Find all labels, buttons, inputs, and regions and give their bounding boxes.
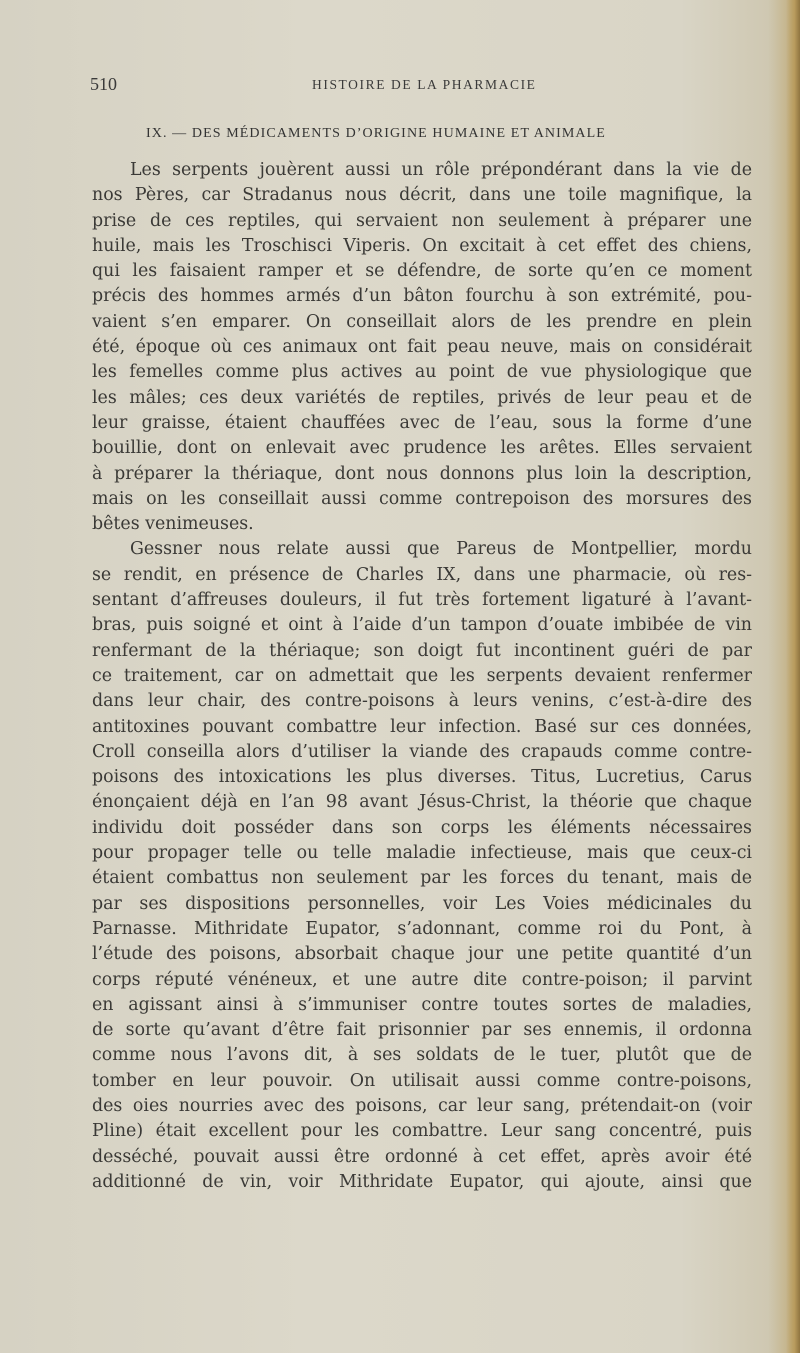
text-line: Croll conseilla alors d’utiliser la viande des crapauds comme contre- <box>92 741 752 762</box>
text-line: antitoxines pouvant combattre leur infection. Basé sur ces données, <box>92 716 752 737</box>
text-line: prise de ces reptiles, qui servaient non seulement à préparer une <box>92 210 752 231</box>
text-line: Gessner nous relate aussi que Pareus de Montpellier, mordu <box>130 539 752 560</box>
text-line: corps réputé vénéneux, et une autre dite contre-poison; il parvint <box>92 969 752 990</box>
text-line: desséché, pouvait aussi être ordonné à cet effet, après avoir été <box>92 1146 752 1167</box>
text-line: été, époque où ces animaux ont fait peau neuve, mais on considérait <box>92 337 752 358</box>
text-line: par ses dispositions personnelles, voir Les Voies médicinales du <box>92 893 752 914</box>
text-line: Parnasse. Mithridate Eupator, s’adonnant, comme roi du Pont, à <box>92 918 752 939</box>
text-line: énonçaient déjà en l’an 98 avant Jésus-Christ, la théorie que chaque <box>92 792 752 813</box>
text-line: Les serpents jouèrent aussi un rôle prépondérant dans la vie de <box>130 160 752 180</box>
text-line: se rendit, en présence de Charles IX, dans une pharmacie, où res- <box>92 564 752 585</box>
text-line: renfermant de la thériaque; son doigt fut incontinent guéri de par <box>92 640 752 661</box>
text-line: vaient s’en emparer. On conseillait alors de les prendre en plein <box>92 311 752 332</box>
text-line: étaient combattus non seulement par les forces du tenant, mais de <box>92 868 752 889</box>
text-line: additionné de vin, voir Mithridate Eupator, qui ajoute, ainsi que <box>92 1171 752 1192</box>
text-line: dans leur chair, des contre-poisons à leurs venins, c’est-à-dire des <box>92 691 752 712</box>
text-line: nos Pères, car Stradanus nous décrit, dans une toile magnifique, la <box>92 185 752 206</box>
text-line: l’étude des poisons, absorbait chaque jour une petite quantité d’un <box>92 944 752 965</box>
text-line: huile, mais les Troschisci Viperis. On excitait à cet effet des chiens, <box>92 235 752 256</box>
text-line: comme nous l’avons dit, à ses soldats de le tuer, plutôt que de <box>92 1045 752 1066</box>
text-line: les femelles comme plus actives au point de vue physiologique que <box>92 362 752 383</box>
page-edge-shadow <box>786 0 800 1353</box>
running-title: HISTOIRE DE LA PHARMACIE <box>312 77 537 92</box>
text-line: des oies nourries avec des poisons, car leur sang, prétendait-on (voir <box>92 1095 752 1116</box>
text-line: mais on les conseillait aussi comme contrepoison des morsures des <box>92 488 752 509</box>
text-line: précis des hommes armés d’un bâton fourchu à son extrémité, pou- <box>92 286 752 307</box>
text-line: à préparer la thériaque, dont nous donnons plus loin la description, <box>92 463 752 484</box>
page-number: 510 <box>90 74 117 94</box>
text-line: leur graisse, étaient chauffées avec de l’eau, sous la forme d’une <box>92 412 752 433</box>
text-line: qui les faisaient ramper et se défendre, de sorte qu’en ce moment <box>92 261 752 282</box>
text-line: individu doit posséder dans son corps les éléments nécessaires <box>92 817 752 838</box>
text-line: de sorte qu’avant d’être fait prisonnier par ses ennemis, il ordonna <box>92 1020 752 1041</box>
text-line: en agissant ainsi à s’immuniser contre toutes sortes de maladies, <box>92 994 752 1015</box>
text-line: ce traitement, car on admettait que les serpents devaient renfermer <box>92 665 752 686</box>
body-text <box>92 158 752 1195</box>
text-line: pour propager telle ou telle maladie infectieuse, mais que ceux-ci <box>92 843 752 864</box>
running-header <box>90 74 760 96</box>
text-line: les mâles; ces deux variétés de reptiles, privés de leur peau et de <box>92 387 752 408</box>
text-line: bras, puis soigné et oint à l’aide d’un tampon d’ouate imbibée de vin <box>92 615 752 636</box>
text-line: Pline) était excellent pour les combattre. Leur sang concentré, puis <box>92 1121 752 1142</box>
text-line: tomber en leur pouvoir. On utilisait aussi comme contre-poisons, <box>92 1070 752 1091</box>
text-line: bouillie, dont on enlevait avec prudence les arêtes. Elles servaient <box>92 438 752 459</box>
text-line: sentant d’affreuses douleurs, il fut très fortement ligaturé à l’avant- <box>92 590 752 611</box>
text-line: poisons des intoxications les plus diverses. Titus, Lucretius, Carus <box>92 767 752 788</box>
text-line: bêtes venimeuses. <box>92 514 254 535</box>
section-heading: IX. — DES MÉDICAMENTS D’ORIGINE HUMAINE ET ANIMALE <box>146 126 606 141</box>
